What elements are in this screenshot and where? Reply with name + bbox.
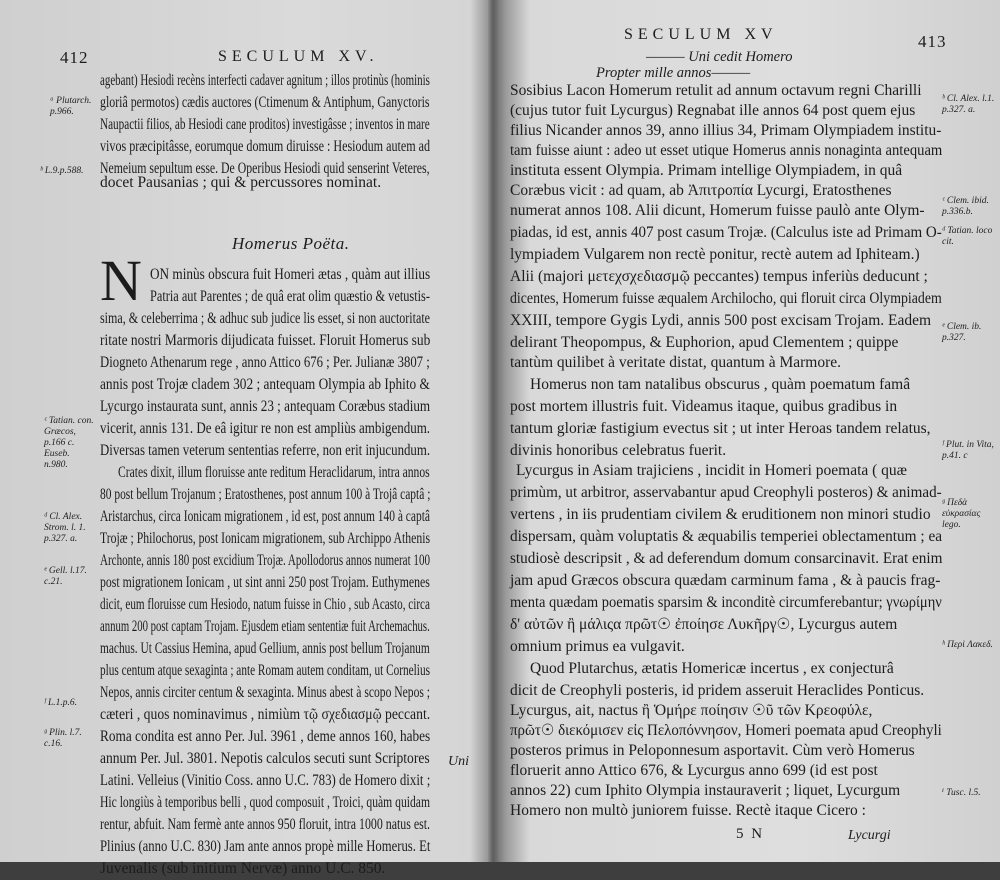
margin-note: ᵇ L.9.p.588. — [40, 166, 84, 176]
margin-note: ʰ Περὶ Λακεδ. — [942, 640, 993, 650]
text-line: Patria aut Parentes ; de quâ erat olim quæstio & vetustis- — [150, 288, 430, 305]
book-gutter — [488, 0, 498, 862]
text-line: tantum gloriæ fastigium evectus sit ; ut inter Heroas tandem relatus, — [510, 420, 931, 437]
text-line: annis post Trojæ cladem 302 ; antequam Olympia ab Iphito & — [100, 376, 430, 393]
right-page — [496, 0, 1000, 862]
text-line: filius Nicander annos 39, anno illius 34, Primam Olympiadem institu- — [510, 122, 942, 139]
text-line: Naupactii filios, ab Hesiodi cane proditos) investigâsse ; inventos in mare — [100, 116, 430, 133]
verse-line: Propter mille annos——— — [596, 65, 751, 81]
text-line: floruerit anno Attico 676, & Lycurgus anno 699 (id est post — [510, 762, 878, 779]
text-line: Homerus non tam natalibus obscurus , quàm poematum famâ — [530, 376, 911, 393]
text-line: Plinius (anno U.C. 830) Jam ante annos propè mille Homerus. Et — [100, 838, 431, 855]
text-line: XXIII, tempore Gygis Lydi, annis 500 post excisam Trojam. Eadem — [510, 312, 932, 329]
text-line: Latini. Velleius (Vinitio Coss. anno U.C. 783) de Homero dixit ; — [100, 772, 431, 789]
text-line: vicerit, annis 131. De eâ igitur re non est ampliùs ambigendum. — [100, 420, 431, 437]
text-line: ritate nostri Marmoris dijudicata fuisset. Floruit Homerus sub — [100, 332, 431, 349]
text-line: Trojæ ; Philochorus, post Ionicam migrationem, sub Archippo Athenis — [100, 530, 431, 547]
text-line: Lycurgo instaurata sunt, annis 23 ; antequam Coræbus stadium — [100, 398, 431, 415]
catchword: Lycurgi — [848, 828, 891, 843]
section-title: Homerus Poëta. — [232, 234, 350, 253]
text-line: rentur, abfuit. Nam fermè ante annos 950 floruit, intra 1000 natus est. — [100, 816, 431, 833]
margin-note: ᵍ Πεδὰ εὐκρασίας lego. — [942, 498, 981, 530]
margin-note: ᶜ Tatian. con. Græcos, p.166 c. Euseb. n.980. — [44, 416, 94, 470]
page-number: 413 — [918, 32, 947, 51]
text-line: Diogneto Athenarum rege , anno Attico 676 ; Per. Julianæ 3807 ; — [100, 354, 430, 371]
text-line: jam apud Græcos obscura quædam carminum fama , & à paucis frag- — [510, 572, 941, 589]
text-line: gloriâ permotos) cædis auctores (Ctimenum & Antiphum, Ganyctoris — [100, 94, 430, 111]
text-line: Juvenalis (sub initium Nervæ) anno U.C. 850. — [100, 860, 386, 877]
text-line: (cujus tutor fuit Lycurgus) Regnabat ille annos 64 post quem ejus — [510, 102, 916, 119]
text-line: instituta essent Olympia. Primam intellige Olympiadem, in quâ — [510, 162, 903, 179]
text-line: posteros primus in Peloponnesum asportavit. Cùm verò Homerus — [510, 742, 915, 759]
margin-note: ᶜ Clem. ibid. p.336.b. — [942, 196, 989, 217]
text-line: vertens , in iis prudentiam civilem & eruditionem non minori studio — [510, 506, 931, 523]
margin-note: ᵃ Plutarch. p.966. — [50, 96, 92, 117]
margin-note: ᵍ Plin. l.7. c.16. — [44, 728, 82, 749]
text-line: Crates dixit, illum floruisse ante reditum Heraclidarum, intra annos — [118, 464, 430, 481]
text-line: tantùm quilibet à veritate distat, quantum à Marmore. — [510, 354, 842, 371]
text-line: piadas, id est, annis 407 post casum Trojæ. (Calculus iste ad Primam O- — [510, 224, 942, 241]
text-line: docet Pausanias ; qui & percussores nominat. — [100, 174, 382, 191]
text-line: Coræbus vicit : ad quam, ab Ἀπιτροπία Lycurgi, Eratosthenes — [510, 182, 892, 199]
drop-cap: N — [100, 248, 142, 313]
margin-note: ᶠ L.1.p.6. — [44, 698, 78, 708]
text-line: dispersam, quàm voluptatis & æquabilis temperiei oblectamentum ; ea — [510, 528, 943, 545]
margin-note: ᵉ Clem. ib. p.327. — [942, 322, 982, 343]
text-line: annum 200 post captam Trojam. Ejusdem etiam sententiæ fuit Archemachus. — [100, 618, 430, 635]
text-line: numerat annos 108. Alii dicunt, Homerum fuisse paulò ante Olym- — [510, 202, 925, 219]
text-line: primùm, ut arbitror, asservabantur apud Creophyli posteros) & animad- — [510, 484, 942, 501]
text-line: studiosè descripsit , & ad deferendum domum consarcinavit. Erat enim — [510, 550, 943, 567]
text-line: annum Per. Jul. 3801. Nepotis calculos secuti sunt Scriptores — [100, 750, 430, 767]
text-line: Lycurgus, ait, nactus ἢ Ὁμήρε ποίησιν ☉ῦ τῶν Κρεοφύλε, — [510, 702, 873, 719]
text-line: Archonte, annis 180 post excidium Trojæ. Apollodorus annos numerat 100 — [100, 552, 430, 569]
margin-note: ᶠ Plut. in Vita, p.41. c — [942, 440, 994, 461]
text-line: sima, & celeberrima ; & adhuc sub judice lis esset, si non auctoritate — [100, 310, 431, 327]
verse-line: ——— Uni cedit Homero — [646, 49, 793, 65]
text-line: machus. Ut Cassius Hemina, apud Gellium, annis post bellum Trojanum — [100, 640, 430, 657]
text-line: Roma condita est anno Per. Jul. 3961 , deme annos 160, habes — [100, 728, 431, 745]
text-line: Diversas tamen veterum sententias referre, non erit injucundum. — [100, 442, 431, 459]
text-line: Hic longiùs à temporibus belli , quod composuit , Troici, quàm quidam — [100, 794, 431, 811]
text-line: Nepos, annis circiter centum & sexaginta. Minus abest à scopo Nepos ; — [100, 684, 431, 701]
text-line: agebant) Hesiodi recèns interfecti cadaver agnitum ; illos protinùs (hominis — [100, 72, 430, 89]
signature-mark: 5 N — [736, 826, 765, 842]
text-line: divinis honoribus celebratus fuerit. — [510, 442, 727, 459]
text-line: Quod Plutarchus, ætatis Homericæ incertus , ex conjecturâ — [530, 660, 894, 677]
text-line: plus centum atque sexaginta ; ante Romam autem conditam, ut Cornelius — [100, 662, 430, 679]
text-line: 80 post bellum Trojanum ; Eratosthenes, post annum 100 à Trojâ captâ ; — [100, 486, 431, 503]
left-page — [0, 0, 488, 877]
margin-note: ᵉ Gell. l.17. c.21. — [44, 566, 87, 587]
text-line: annos 22) cum Iphito Olympia instauraverit ; liquet, Lycurgum — [510, 782, 901, 799]
margin-note: ᵈ Tatian. loco cit. — [942, 226, 993, 247]
text-line: tam fuisse aiunt : adeo ut esset utique Homerus annis nonaginta antequam — [510, 142, 943, 159]
text-line: Lycurgus in Asiam trajiciens , incidit in Homeri poemata ( quæ — [516, 462, 908, 479]
text-line: Aristarchus, circa Ionicam migrationem , id est, post annum 140 à captâ — [100, 508, 430, 525]
margin-note: ᵇ Cl. Alex. l.1. p.327. a. — [942, 94, 995, 115]
running-head: SECULUM XV — [624, 26, 778, 43]
text-line: delirant Theopompus, & Euphorion, apud Clementem ; quippe — [510, 334, 899, 351]
text-line: πρῶτ☉ διεκόμισεν εἰς Πελοπόννησον, Homeri poemata apud Creophyli — [510, 722, 942, 739]
text-line: Sosibius Lacon Homerum retulit ad annum octavum regni Charilli — [510, 82, 922, 99]
text-line: omnium primus ea vulgavit. — [510, 638, 685, 655]
text-line: cæteri , quos nominavimus , nimiùm τῷ σχεδιασμῷ peccant. — [100, 706, 431, 723]
text-line: menta quædam poematis sparsim & inconditè circumferebantur; γνωρίμην — [510, 594, 942, 611]
text-line: dicit de Creophyli posteris, id pridem asseruit Heraclides Ponticus. — [510, 682, 925, 699]
running-head: SECULUM XV. — [218, 48, 379, 65]
page-number: 412 — [60, 48, 89, 67]
text-line: post mortem illustris fuit. Videamus itaque, quibus gradibus in — [510, 398, 898, 415]
catchword: Uni — [448, 754, 469, 769]
text-line: Homero non multò juniorem fuisse. Rectè itaque Cicero : — [510, 802, 866, 819]
text-line: dicit, eum floruisse cum Hesiodo, natum fuisse in Chio , sub Acasto, circa — [100, 596, 430, 613]
text-line: post migrationem Ionicam , ut sint anni 250 post Trojam. Euthymenes — [100, 574, 430, 591]
margin-note: ᵈ Cl. Alex. Strom. l. 1. p.327. a. — [44, 512, 86, 544]
text-line: Nemeium sepultum esse. De Operibus Hesiodi quid senserint Veteres, — [100, 160, 430, 177]
margin-note: ⁱ Tusc. l.5. — [942, 788, 981, 798]
text-line: δ' αὐτῶν ἢ μάλιςα πρῶτ☉ ἐποίησε Λυκῆργ☉, Lycurgus autem — [510, 616, 898, 633]
text-line: vivos præcipitâsse, eorumque domum diruisse : Hesiodum autem ad — [100, 138, 431, 155]
text-line: ON minùs obscura fuit Homeri ætas , quàm aut illius — [150, 266, 431, 283]
text-line: dicentes, Homerum fuisse æqualem Archilocho, qui floruit circa Olympiadem — [510, 290, 942, 307]
text-line: Alii (majori μετεχσχεδιασμῷ peccantes) tempus inferiùs deducunt ; — [510, 268, 928, 285]
text-line: lympiadem Vulgarem non rectè ponitur, rectè autem ad Iphiteam.) — [510, 246, 920, 263]
